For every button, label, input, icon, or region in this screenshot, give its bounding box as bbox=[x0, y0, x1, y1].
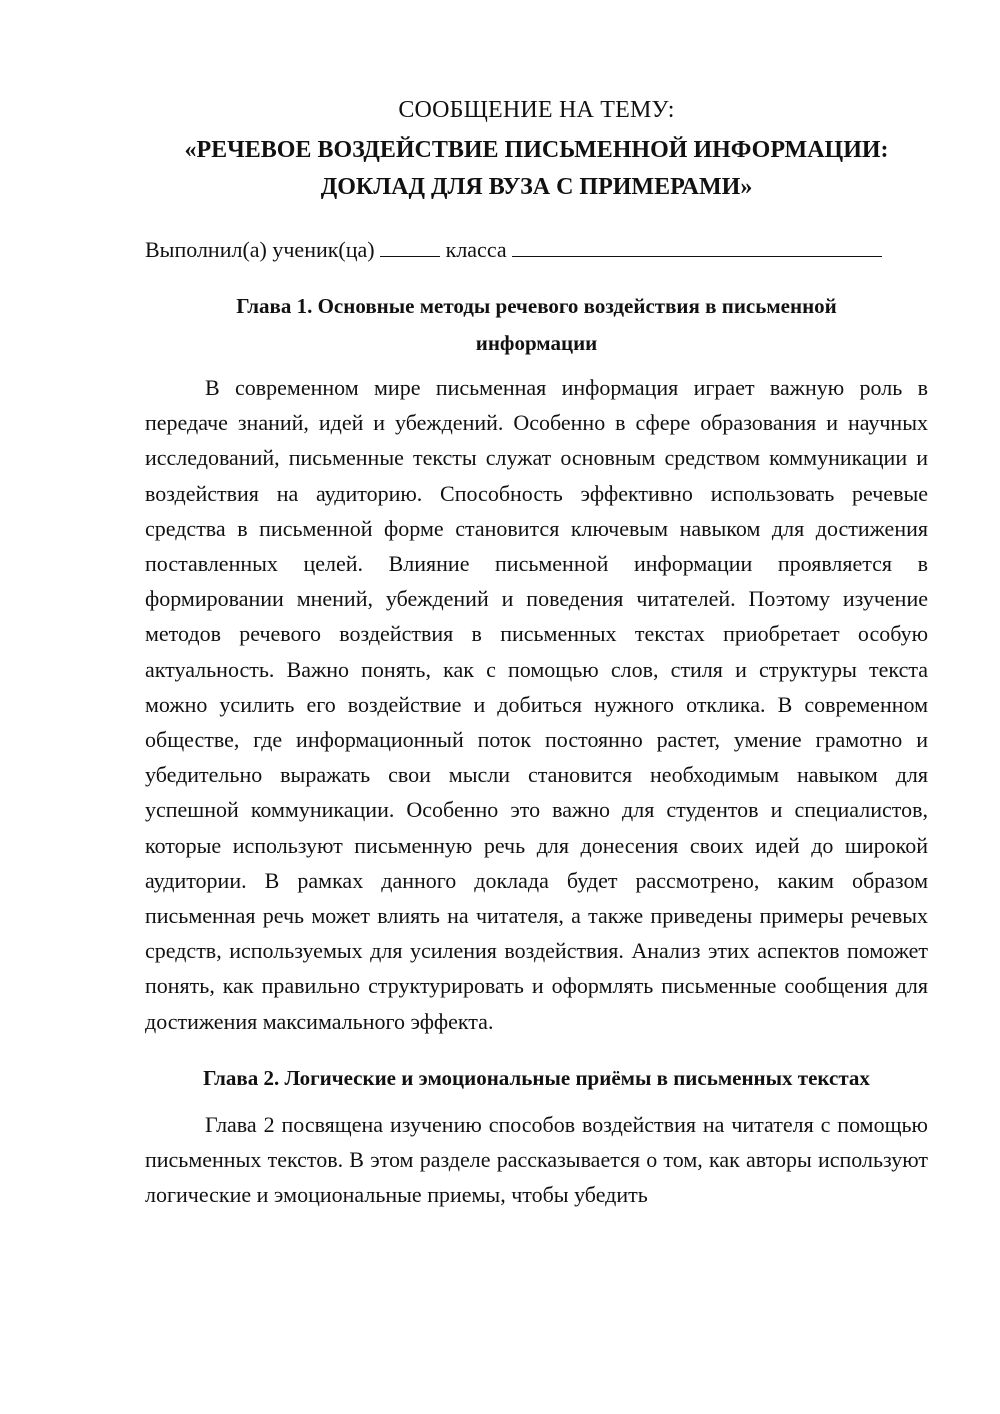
author-line bbox=[145, 232, 928, 268]
document-title-line-2: ДОКЛАД ДЛЯ ВУЗА С ПРИМЕРАМИ» bbox=[320, 174, 753, 200]
document-title-line-1: «РЕЧЕВОЕ ВОЗДЕЙСТВИЕ ПИСЬМЕННОЙ ИНФОРМАЦИИ: bbox=[184, 137, 889, 163]
author-prefix: Выполнил(а) ученик(ца) bbox=[145, 237, 375, 262]
class-label: класса bbox=[445, 237, 507, 262]
chapter-2-paragraph: Глава 2 посвящена изучению способов воздействия на читателя с помощью письменных текстов. В этом разделе рассказывается о том, как авторы используют логические и эмоциональные приемы, чтобы убедить bbox=[145, 1111, 928, 1208]
document-title bbox=[145, 132, 928, 206]
chapter-1-paragraph: В современном мире письменная информация играет важную роль в передаче знаний, идей и убеждений. Особенно в сфере образования и научных исследований, письменные тексты служат основным средством коммуникации и воздействия на аудиторию. Способность эффективно использовать речевые средства в письменной форме становится ключевым навыком для достижения поставленных целей. Влияние письменной информации проявляется в формировании мнений, убеждений и поведения читателей. Поэтому изучение методов речевого воздействия в письменных текстах приобретает особую актуальность. Важно понять, как с помощью слов, стиля и структуры текста можно усилить его воздействие и добиться нужного отклика. В современном обществе, где информационный поток постоянно растет, умение грамотно и убедительно выражать свои мысли становится необходимым навыком для успешной коммуникации. Особенно это важно для студентов и специалистов, которые используют письменную речь для донесения своих идей до широкой аудитории. В рамках данного доклада будет рассмотрено, каким образом письменная речь может влиять на читателя, а также приведены примеры речевых средств, используемых для усиления воздействия. Анализ этих аспектов поможет понять, как правильно структурировать и оформлять письменные сообщения для достижения максимального эффекта. bbox=[145, 375, 928, 1034]
chapter-1-heading-line-1: Глава 1. Основные методы речевого воздействия в письменной bbox=[236, 294, 837, 318]
class-name-blank bbox=[512, 236, 882, 257]
chapter-1-heading-line-2: информации bbox=[475, 331, 598, 355]
grade-blank bbox=[380, 236, 440, 257]
topic-label: СООБЩЕНИЕ НА ТЕМУ: bbox=[398, 97, 675, 123]
chapter-2-heading: Глава 2. Логические и эмоциональные приёмы в письменных текстах bbox=[203, 1065, 870, 1090]
document-page bbox=[145, 92, 928, 1212]
chapter-1-heading bbox=[145, 288, 928, 362]
